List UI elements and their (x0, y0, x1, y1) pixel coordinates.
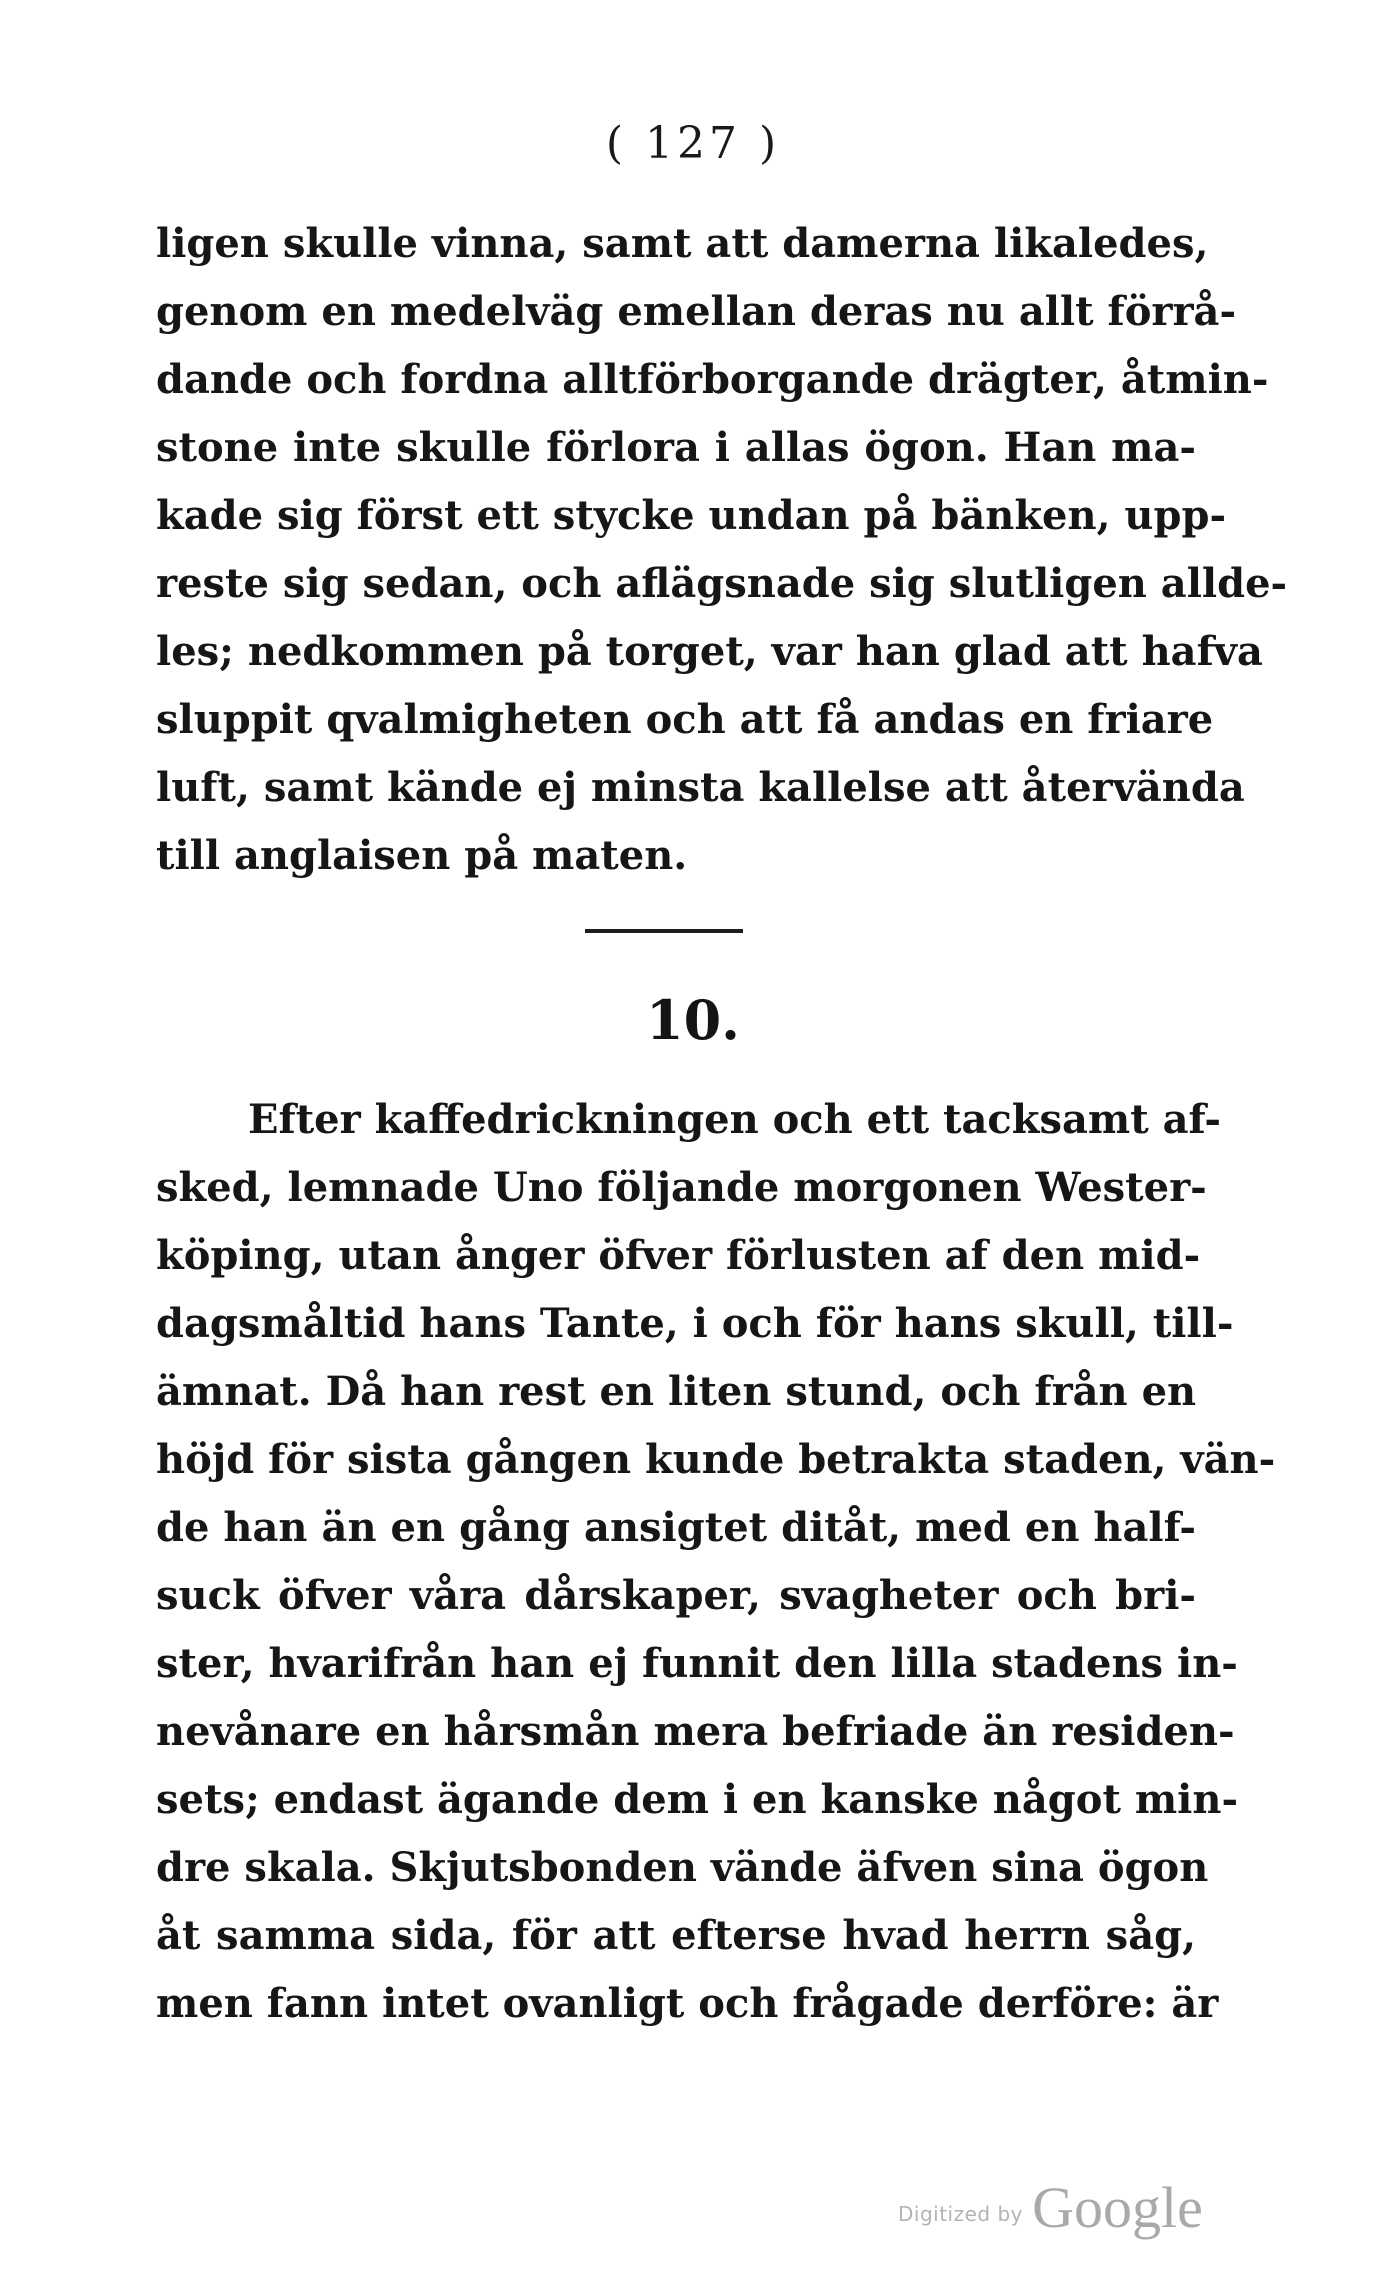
text-line: ämnat. Då han rest en liten stund, och från en (156, 1368, 1197, 1415)
text-line: men fann intet ovanligt och frågade derföre: är (156, 1980, 1219, 2027)
text-line: de han än en gång ansigtet ditåt, med en half- (156, 1504, 1196, 1551)
digitized-watermark (898, 2174, 1203, 2241)
page-number: ( 127 ) (605, 118, 781, 169)
paragraph-chapter-10 (156, 1086, 1276, 2038)
text-line: reste sig sedan, och aflägsnade sig slutligen allde- (156, 560, 1288, 607)
text-line: nevånare en hårsmån mera befriade än residen- (156, 1708, 1235, 1755)
text-line: luft, samt kände ej minsta kallelse att återvända (156, 764, 1245, 811)
text-line: sked, lemnade Uno följande morgonen Wester- (156, 1164, 1207, 1211)
text-line: suck öfver våra dårskaper, svagheter och bri- (156, 1572, 1196, 1619)
section-divider (585, 929, 743, 933)
text-line: Efter kaffedrickningen och ett tacksamt af- (248, 1096, 1221, 1143)
text-line: höjd för sista gången kunde betrakta staden, vän- (156, 1436, 1276, 1483)
text-line: åt samma sida, för att efterse hvad herrn såg, (156, 1912, 1196, 1959)
text-line: till anglaisen på maten. (156, 832, 688, 879)
paragraph-continued (156, 210, 1288, 890)
text-line: stone inte skulle förlora i allas ögon. Han ma- (156, 424, 1196, 471)
text-line: genom en medelväg emellan deras nu allt förrå- (156, 288, 1237, 335)
text-line: ligen skulle vinna, samt att damerna likaledes, (156, 220, 1209, 267)
text-line: dagsmåltid hans Tante, i och för hans skull, till- (156, 1300, 1234, 1347)
text-line: sluppit qvalmigheten och att få andas en friare (156, 696, 1214, 743)
text-line: dande och fordna alltförborgande drägter, åtmin- (156, 356, 1269, 403)
google-logo: Google (1032, 2175, 1203, 2240)
text-line: sets; endast ägande dem i en kanske något min- (156, 1776, 1239, 1823)
watermark-prefix: Digitized by (898, 2202, 1023, 2226)
chapter-number: 10. (646, 988, 740, 1052)
text-line: dre skala. Skjutsbonden vände äfven sina ögon (156, 1844, 1209, 1891)
text-line: ster, hvarifrån han ej funnit den lilla stadens in- (156, 1640, 1238, 1687)
text-line: kade sig först ett stycke undan på bänken, upp- (156, 492, 1227, 539)
text-line: köping, utan ånger öfver förlusten af den mid- (156, 1232, 1201, 1279)
text-line: les; nedkommen på torget, var han glad att hafva (156, 628, 1263, 675)
